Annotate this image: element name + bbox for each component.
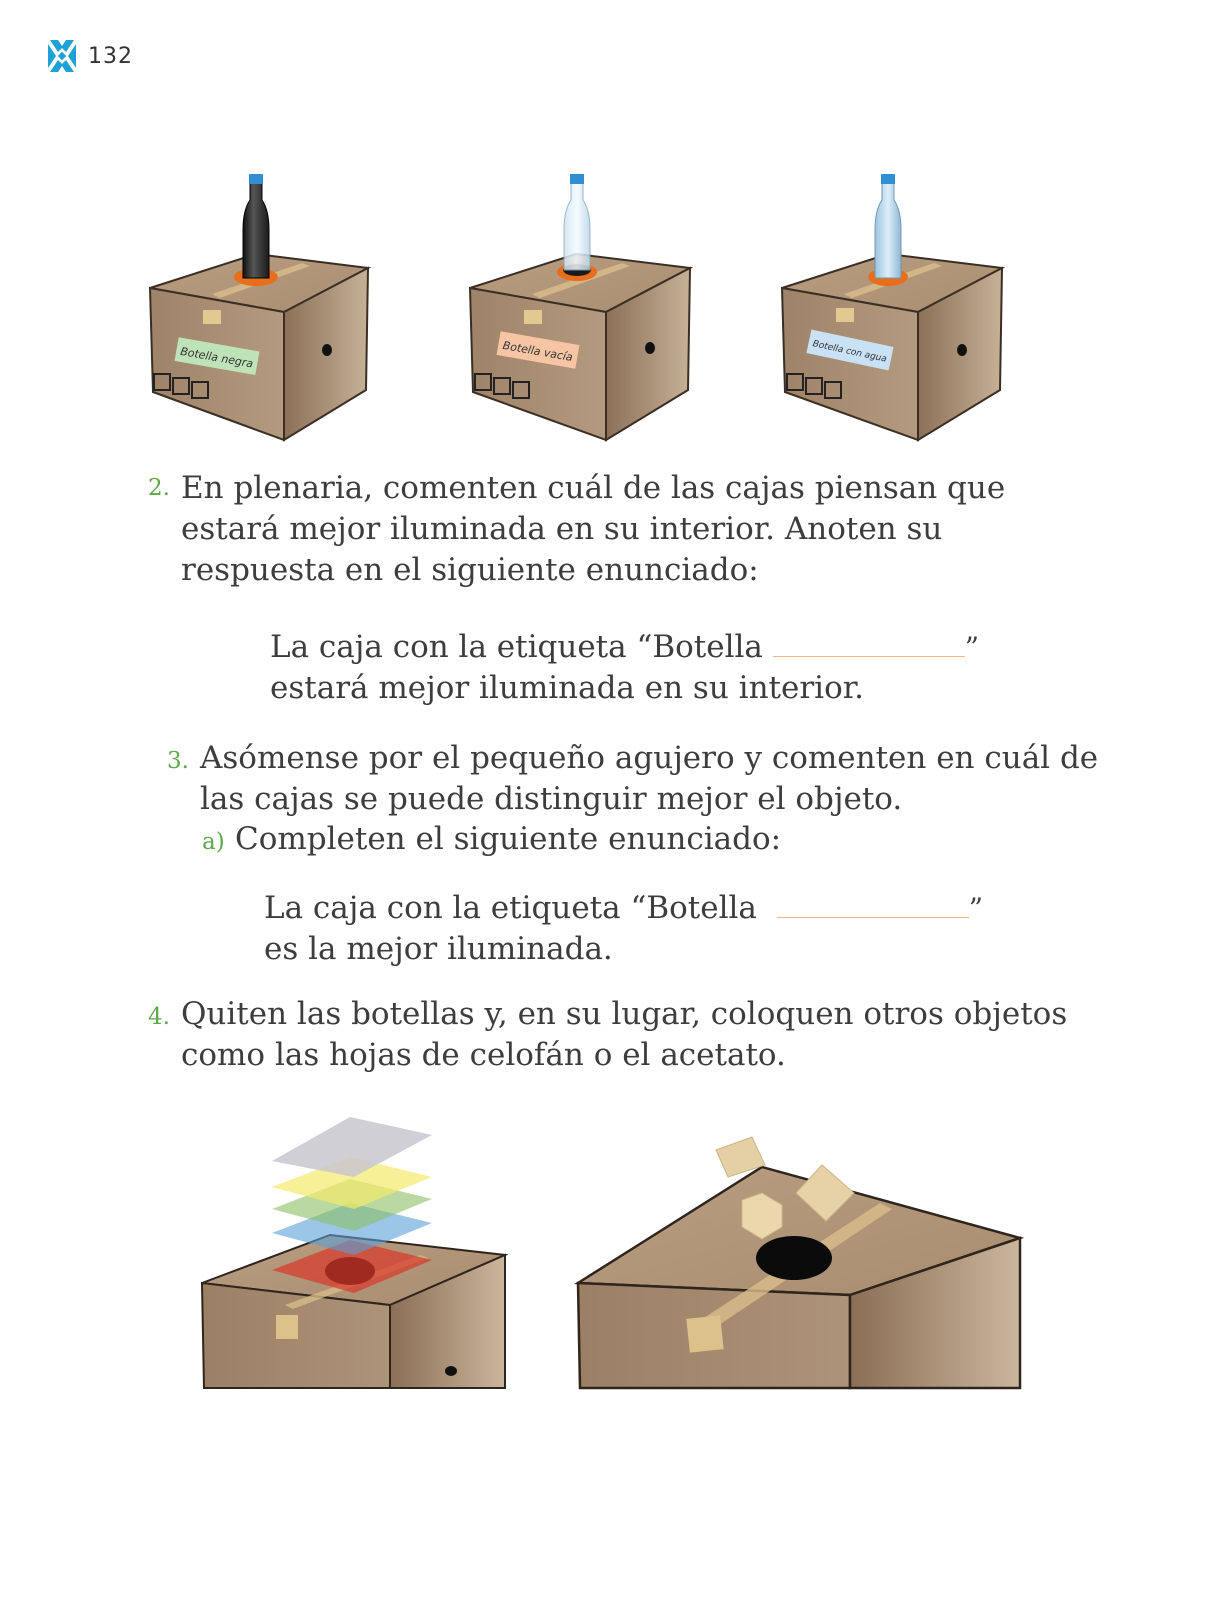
acetate-sheet	[272, 1117, 432, 1177]
question-4	[148, 994, 170, 1038]
boxes-with-materials-illustration	[0, 1105, 1214, 1395]
question-2-text	[181, 468, 1081, 591]
question-4-text	[181, 994, 1081, 1076]
text-line: respuesta en el siguiente enunciado:	[181, 552, 759, 588]
sentence-end: es la mejor iluminada.	[264, 931, 613, 967]
sentence-start: La caja con la etiqueta “Botella	[270, 629, 763, 665]
question-3-text	[200, 738, 1100, 820]
box-empty-bottle	[470, 174, 690, 440]
sentence-end: estará mejor iluminada en su interior.	[270, 670, 865, 706]
subquestion-a	[202, 819, 225, 863]
text-line: En plenaria, comenten cuál de las cajas piensan que	[181, 470, 1006, 506]
question-3	[167, 738, 189, 782]
question-number: 4.	[148, 1004, 170, 1030]
text-line: estará mejor iluminada en su interior. Anoten su	[181, 511, 943, 547]
fill-in-sentence-q2	[270, 627, 1030, 709]
text-line: Quiten las botellas y, en su lugar, coloquen otros objetos	[181, 996, 1068, 1032]
subquestion-a-text: Completen el siguiente enunciado:	[235, 821, 782, 857]
subquestion-letter: a)	[202, 829, 225, 855]
sentence-start: La caja con la etiqueta “Botella	[264, 890, 757, 926]
book-logo-icon	[46, 38, 78, 74]
boxes-with-bottles-illustration	[0, 160, 1214, 450]
close-quote: ”	[964, 631, 980, 664]
question-number: 2.	[148, 475, 170, 501]
answer-blank[interactable]	[777, 889, 969, 918]
box-with-hole	[578, 1137, 1020, 1388]
box-with-cellophane	[202, 1117, 505, 1388]
text-line: las cajas se puede distinguir mejor el objeto.	[200, 781, 903, 817]
box-water-bottle	[782, 174, 1002, 440]
page-number: 132	[88, 44, 133, 69]
answer-blank[interactable]	[773, 628, 965, 657]
close-quote: ”	[968, 892, 984, 925]
text-line: como las hojas de celofán o el acetato.	[181, 1037, 786, 1073]
text-line: Asómense por el pequeño agujero y comenten en cuál de	[200, 740, 1099, 776]
box-label-text: Botella vacía	[501, 338, 574, 365]
box-black-bottle	[150, 174, 368, 440]
box-label-text: Botella con agua	[811, 339, 888, 365]
fill-in-sentence-q3	[264, 888, 1024, 970]
box-label-text: Botella negra	[179, 344, 255, 371]
question-number: 3.	[167, 748, 189, 774]
